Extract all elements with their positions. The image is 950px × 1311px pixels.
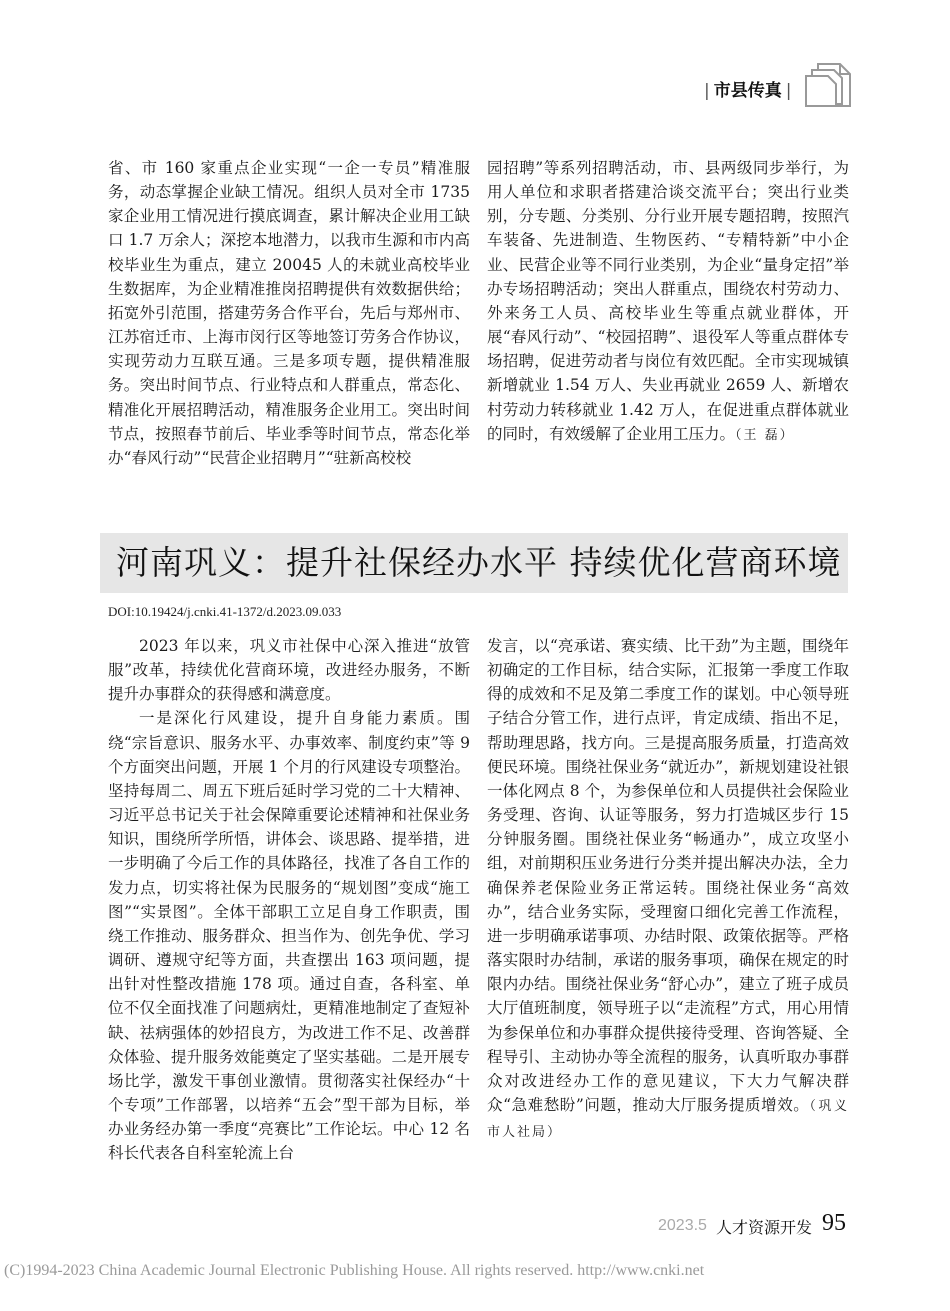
- footer-issue: 2023.5: [658, 1217, 707, 1234]
- continued-article-right-column: [487, 156, 849, 448]
- continued-article-right-text: 园招聘”等系列招聘活动，市、县两级同步举行，为用人单位和求职者搭建洽谈交流平台；突出行业类别，分专题、分类别、分行业开展专题招聘，按照汽车装备、先进制造、生物医药、“专精特新”中小企业、民营企业等不同行业类别，为企业“量身定招”举办专场招聘活动；突出人群重点，围绕农村劳动力、外来务工人员、高校毕业生等重点就业群体，开展“春风行动”、“校园招聘”、退役军人等重点群体专场招聘，促进劳动者与岗位有效匹配。全市实现城镇新增就业 1.54 万人、失业再就业 2659 人、新增农村劳动力转移就业 1.42 万人，在促进重点群体就业的同时，有效缓解了企业用工压力。: [487, 159, 849, 443]
- article-paragraph-1: 2023 年以来，巩义市社保中心深入推进“放管服”改革，持续优化营商环境，改进经办服务，不断提升办事群众的获得感和满意度。: [108, 637, 470, 704]
- footer-page-number: 95: [822, 1210, 846, 1236]
- document-stack-icon: [804, 62, 852, 108]
- article-doi: DOI:10.19424/j.cnki.41-1372/d.2023.09.033: [108, 604, 342, 619]
- article-right-column: [487, 634, 849, 1145]
- section-name: 市县传真: [713, 81, 782, 101]
- article-right-text: 发言，以“亮承诺、赛实绩、比干劲”为主题，围绕年初确定的工作目标，结合实际，汇报第一季度工作取得的成效和不足及第二季度工作的谋划。中心领导班子结合分管工作，进行点评，肯定成绩、指出不足，帮助理思路，找方向。三是提高服务质量，打造高效便民环境。围绕社保业务“就近办”，新规划建设社银一体化网点 8 个，为参保单位和人员提供社会保险业务受理、咨询、认证等服务，努力打造城区步行 15 分钟服务圈。围绕社保业务“畅通办”，成立攻坚小组，对前期积压业务进行分类并提出解决办法，全力确保养老保险业务正常运转。围绕社保业务“高效办”，结合业务实际，受理窗口细化完善工作流程，进一步明确承诺事项、办结时限、政策依据等。严格落实限时办结制，承诺的服务事项，确保在规定的时限内办结。围绕社保业务“舒心办”，建立了班子成员大厅值班制度，领导班子以“走流程”方式，用心用情为参保单位和办事群众提供接待受理、咨询答疑、全程导引、主动协办等全流程的服务，认真听取办事群众对改进经办工作的意见建议，下大力气解决群众“急难愁盼”问题，推动大厅服务提质增效。: [487, 637, 849, 1114]
- section-divider-right: |: [785, 81, 792, 101]
- footer-magazine-name: 人才资源开发: [716, 1218, 813, 1237]
- article-byline: （巩义市人社局）: [487, 1098, 849, 1141]
- copyright-notice: (C)1994-2023 China Academic Journal Electronic Publishing House. All rights reserved. http://www.cnki.net: [4, 1262, 705, 1279]
- article-title: 河南巩义：提升社保经办水平 持续优化营商环境: [116, 543, 842, 582]
- article-left-column: [108, 634, 470, 1165]
- continued-article-left-column: 省、市 160 家重点企业实现“一企一专员”精准服务，动态掌握企业缺工情况。组织人员对全市 1735 家企业用工情况进行摸底调查，累计解决企业用工缺口 1.7 万余人；深挖本地潜力，以我市生源和市内高校毕业生为重点，建立 20045 人的未就业高校毕业生数据库，为企业精准推岗招聘提供有效数据供给；拓宽外引范围，搭建劳务合作平台，先后与郑州市、江苏宿迁市、上海市闵行区等地签订劳务合作协议，实现劳动力互联互通。三是多项专题，提供精准服务。突出时间节点、行业特点和人群重点，常态化、精准化开展招聘活动，精准服务企业用工。突出时间节点，按照春节前后、毕业季等时间节点，常态化举办“春风行动”“民营企业招聘月”“驻新高校校: [108, 159, 470, 467]
- article-paragraph-2: 一是深化行风建设，提升自身能力素质。围绕“宗旨意识、服务水平、办事效率、制度约束”等 9 个方面突出问题，开展 1 个月的行风建设专项整治。坚持每周二、周五下班后延时学习党的二十大精神、习近平总书记关于社会保障重要论述精神和社保业务知识，围绕所学所悟，讲体会、谈思路、提举措，进一步明确了今后工作的具体路径，找准了各自工作的发力点，切实将社保为民服务的“规划图”变成“施工图”“实景图”。全体干部职工立足自身工作职责，围绕工作推动、服务群众、担当作为、创先争优、学习调研、遵规守纪等方面，共查摆出 163 项问题，提出针对性整改措施 178 项。通过自查，各科室、单位不仅全面找准了问题病灶，更精准地制定了查短补缺、祛病强体的妙招良方，为改进工作不足、改善群众体验、提升服务效能奠定了坚实基础。二是开展专场比学，激发干事创业激情。贯彻落实社保经办“十个专项”工作部署，以培养“五会”型干部为目标，举办业务经办第一季度“亮赛比”工作论坛。中心 12 名科长代表各自科室轮流上台: [108, 709, 470, 1163]
- section-divider-left: |: [704, 81, 710, 101]
- section-tag: [700, 76, 795, 101]
- continued-article-byline: （王 磊）: [735, 427, 795, 443]
